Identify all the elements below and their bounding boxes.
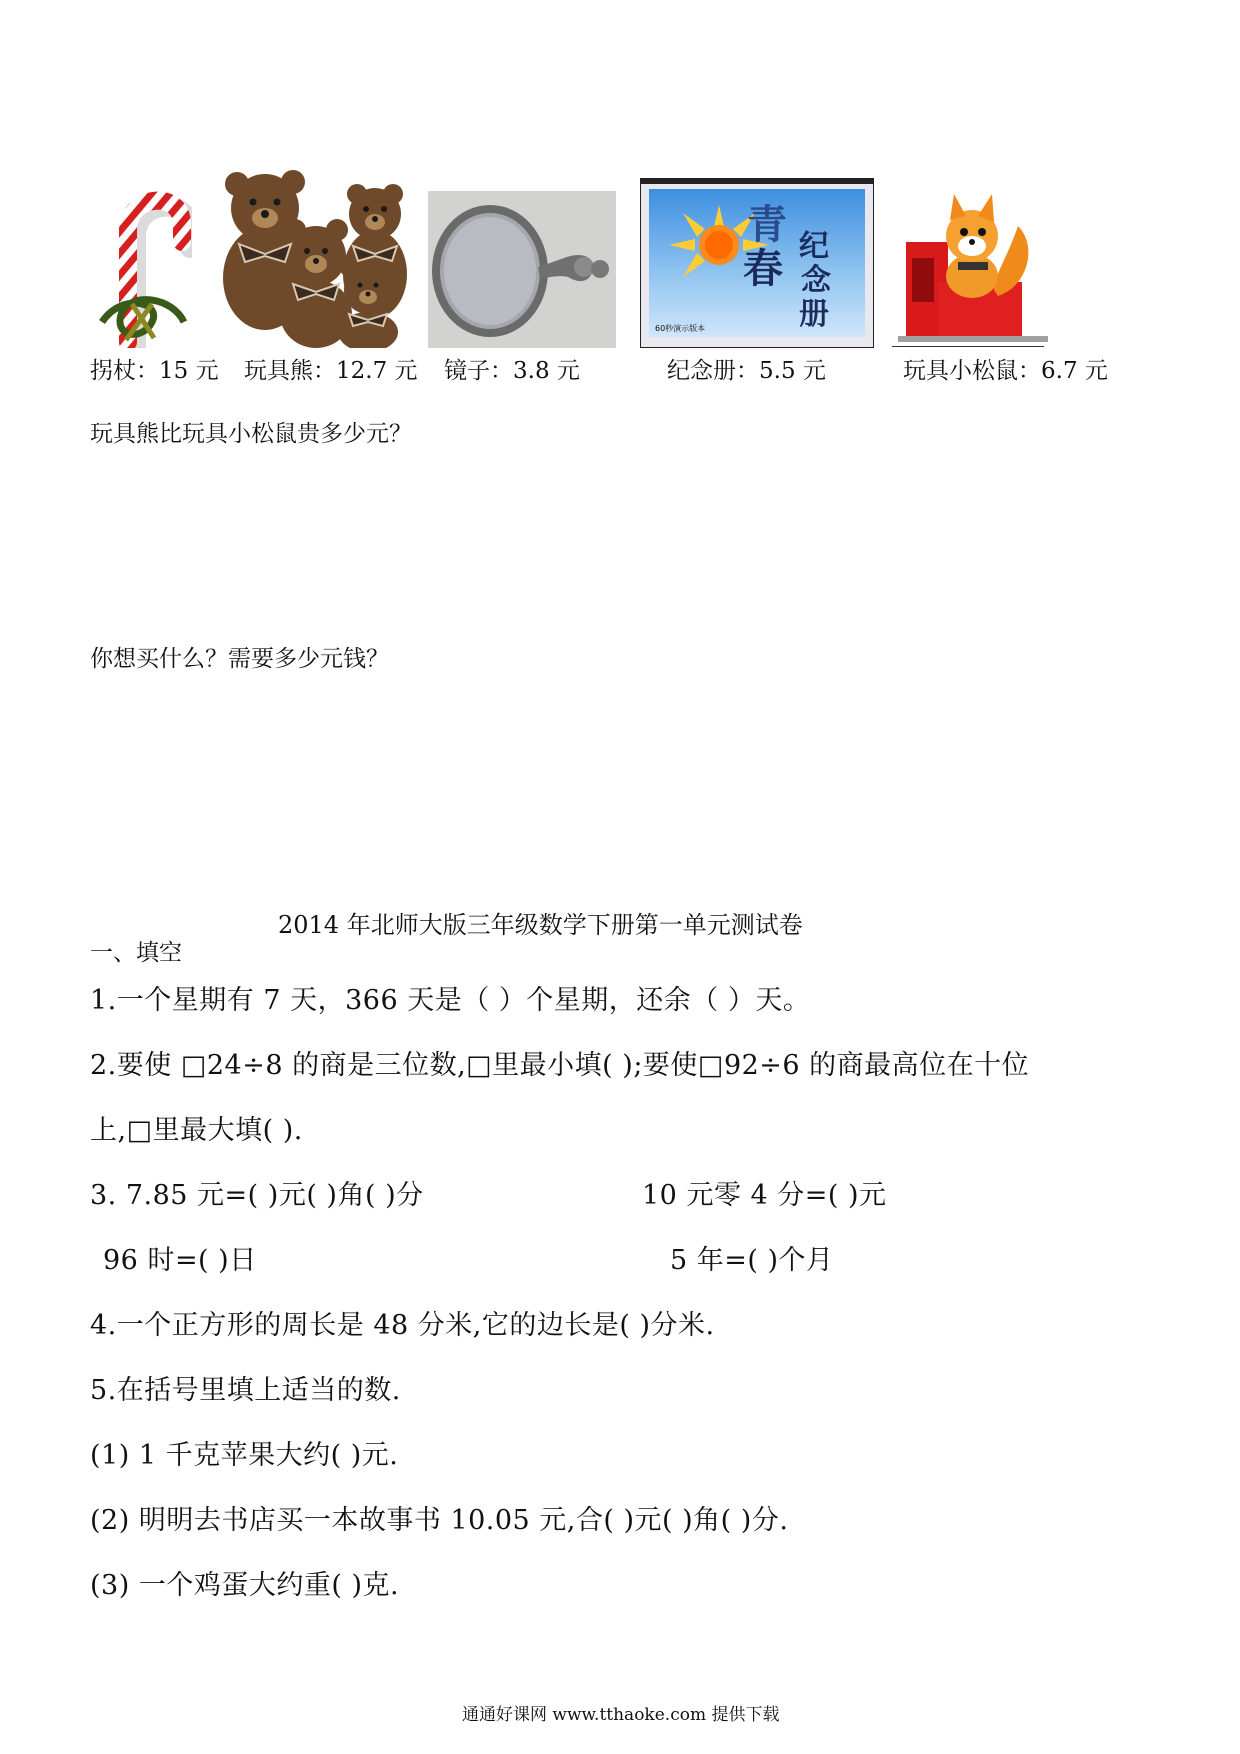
candy-cane-icon [92,172,192,348]
fill-blank-line-1: 1.一个星期有 7 天，366 天是（ ）个星期，还余（ ）天。 [90,985,811,1016]
section-heading: 一、填空 [90,940,182,966]
fill-blank-line-4: 4.一个正方形的周长是 48 分米,它的边长是( )分米. [90,1310,715,1341]
fill-blank-line-5-2: (2) 明明去书店买一本故事书 10.05 元,合( )元( )角( )分. [90,1505,789,1536]
price-caption-mirror: 镜子：3.8 元 [444,358,580,384]
fill-blank-line-5: 5.在括号里填上适当的数. [90,1375,401,1406]
album-title-char: 念 [801,263,831,298]
album-title-char: 册 [799,297,829,332]
page-footer: 通通好课网 www.tthaoke.com 提供下载 [462,1705,780,1725]
fill-blank-line-3c: 96 时=( )日 [103,1245,257,1276]
price-caption-album: 纪念册：5.5 元 [667,358,826,384]
question-what-to-buy: 你想买什么？需要多少元钱？ [90,646,389,672]
hand-mirror-icon [428,191,616,348]
ride-base-line [892,346,1044,347]
fill-blank-line-5-3: (3) 一个鸡蛋大约重( )克. [90,1570,400,1601]
fill-blank-line-5-1: (1) 1 千克苹果大约( )元. [90,1440,399,1471]
teddy-bears-icon [215,166,410,348]
question-bear-vs-squirrel: 玩具熊比玩具小松鼠贵多少元？ [90,421,412,447]
test-title: 2014 年北师大版三年级数学下册第一单元测试卷 [278,911,803,939]
album-title-char: 青 [747,201,787,248]
album-title-char: 春 [743,245,783,292]
price-caption-squirrel: 玩具小松鼠：6.7 元 [903,358,1108,384]
souvenir-album-icon [640,178,874,348]
fill-blank-line-2-cont: 上,□里最大填( ). [90,1115,303,1146]
album-title-char: 纪 [799,229,829,264]
fill-blank-line-3a: 3. 7.85 元=( )元( )角( )分 [90,1180,424,1211]
fill-blank-line-3d: 5 年=( )个月 [670,1245,834,1276]
squirrel-ride-icon [898,186,1048,348]
fill-blank-line-2: 2.要使 □24÷8 的商是三位数,□里最小填( );要使□92÷6 的商最高位在十位 [90,1050,1030,1081]
price-caption-candy-cane: 拐杖：15 元 [90,358,219,384]
price-caption-teddy-bear: 玩具熊：12.7 元 [244,358,418,384]
fill-blank-line-3b: 10 元零 4 分=( )元 [642,1180,887,1211]
album-small-text: 60秒演示版本 [655,324,706,333]
